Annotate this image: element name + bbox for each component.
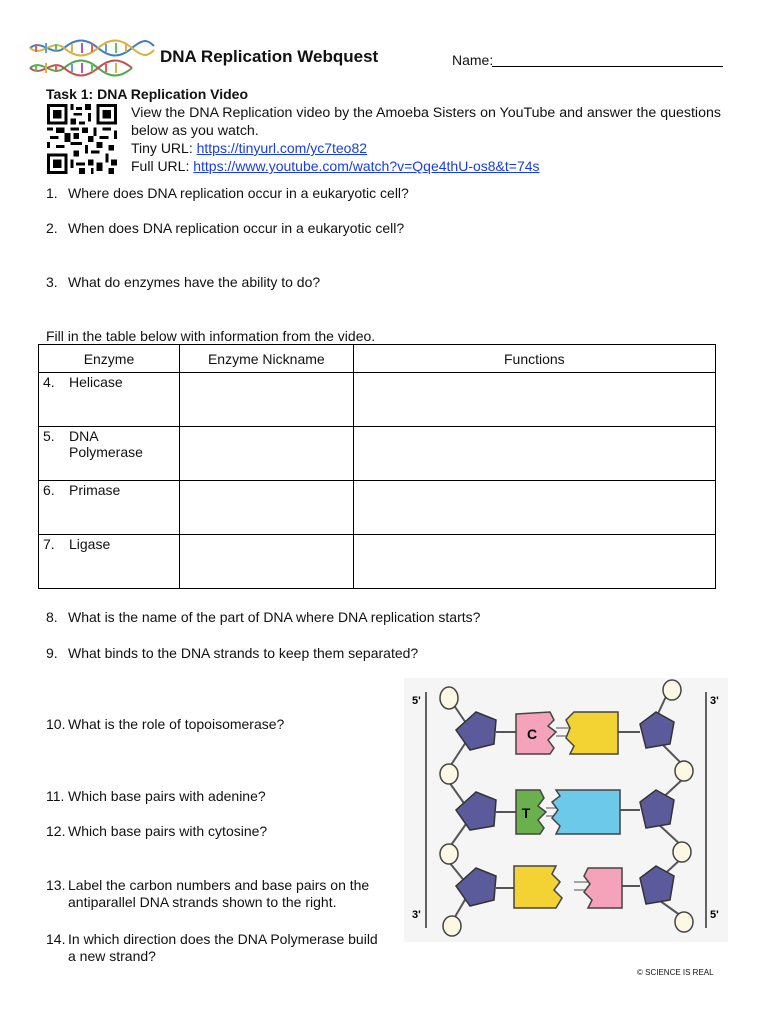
dna-logo-icon: [28, 38, 156, 78]
page-title: DNA Replication Webquest: [160, 47, 379, 66]
enzyme-cell: 5. DNA Polymerase: [39, 427, 180, 481]
thymine-base: [516, 790, 546, 834]
enzyme-table: [38, 344, 716, 589]
label-3-prime-bottom: 3': [412, 909, 421, 921]
full-url-label: Full URL:: [131, 158, 194, 174]
nickname-cell[interactable]: [179, 481, 353, 535]
functions-cell[interactable]: [353, 427, 715, 481]
phosphate-circle: [675, 761, 693, 781]
phosphate-circle: [443, 916, 461, 936]
qr-code-icon: [46, 104, 118, 174]
tiny-url-link[interactable]: https://tinyurl.com/yc7teo82: [196, 140, 368, 156]
guanine-base: [566, 712, 618, 754]
functions-cell[interactable]: [353, 373, 715, 427]
enzyme-cell: 6. Primase: [39, 481, 180, 535]
enzyme-name: DNA Polymerase: [69, 428, 143, 460]
enzyme-name: Ligase: [69, 536, 111, 552]
question-10: 10. What is the role of topoisomerase?: [46, 716, 285, 732]
enzyme-name: Primase: [69, 482, 121, 498]
question-3: 3. What do enzymes have the ability to do?: [46, 274, 321, 290]
table-row: [39, 373, 716, 427]
question-9: 9. What binds to the DNA strands to keep them separated?: [46, 645, 419, 661]
base-letter-t: T: [521, 805, 531, 821]
label-5-prime-top: 5': [412, 695, 421, 707]
table-row: [39, 535, 716, 589]
column-header-functions: Functions: [353, 345, 715, 373]
table-row: [39, 427, 716, 481]
label-3-prime-top: 3': [710, 695, 719, 707]
phosphate-circle: [440, 687, 458, 709]
phosphate-circle: [673, 842, 691, 862]
phosphate-circle: [675, 912, 693, 932]
full-url-row: [131, 158, 540, 175]
task1-instructions: View the DNA Replication video by the Amoeba Sisters on YouTube and answer the questions below as you watch.: [131, 105, 721, 139]
full-url-link[interactable]: https://www.youtube.com/watch?v=Qqe4thU-os8&t=74s: [193, 158, 540, 174]
nickname-cell[interactable]: [179, 535, 353, 589]
question-14: 14. In which direction does the DNA Polymerase build a new strand?: [46, 931, 378, 964]
label-5-prime-bottom: 5': [710, 909, 719, 921]
nickname-cell[interactable]: [179, 373, 353, 427]
tiny-url-label: Tiny URL:: [131, 140, 197, 156]
name-label: Name:: [452, 52, 494, 68]
base-letter-c: C: [526, 726, 538, 742]
phosphate-circle: [663, 680, 681, 700]
question-13: 13. Label the carbon numbers and base pairs on the antiparallel DNA strands shown to the right.: [46, 877, 370, 910]
column-header-enzyme: Enzyme: [39, 345, 180, 373]
question-12: 12. Which base pairs with cytosine?: [46, 823, 268, 839]
name-field-line[interactable]: [492, 66, 723, 67]
adenine-base: [552, 790, 620, 834]
question-2: 2. When does DNA replication occur in a eukaryotic cell?: [46, 220, 405, 236]
table-row: [39, 481, 716, 535]
question-11: 11. Which base pairs with adenine?: [46, 788, 266, 804]
nickname-cell[interactable]: [179, 427, 353, 481]
phosphate-circle: [440, 844, 458, 864]
phosphate-circle: [440, 764, 458, 784]
table-header-row: [39, 345, 716, 373]
table-intro: Fill in the table below with information from the video.: [46, 328, 376, 344]
enzyme-cell: 7. Ligase: [39, 535, 180, 589]
enzyme-name: Helicase: [69, 374, 123, 390]
dna-strand-diagram: [404, 678, 728, 942]
question-8: 8. What is the name of the part of DNA where DNA replication starts?: [46, 609, 481, 625]
task1-title: Task 1: DNA Replication Video: [46, 86, 249, 102]
functions-cell[interactable]: [353, 481, 715, 535]
column-header-nickname: Enzyme Nickname: [179, 345, 353, 373]
question-1: 1. Where does DNA replication occur in a eukaryotic cell?: [46, 185, 409, 201]
copyright-text: © SCIENCE IS REAL: [637, 968, 714, 977]
functions-cell[interactable]: [353, 535, 715, 589]
tiny-url-row: [131, 140, 367, 157]
enzyme-cell: 4. Helicase: [39, 373, 180, 427]
